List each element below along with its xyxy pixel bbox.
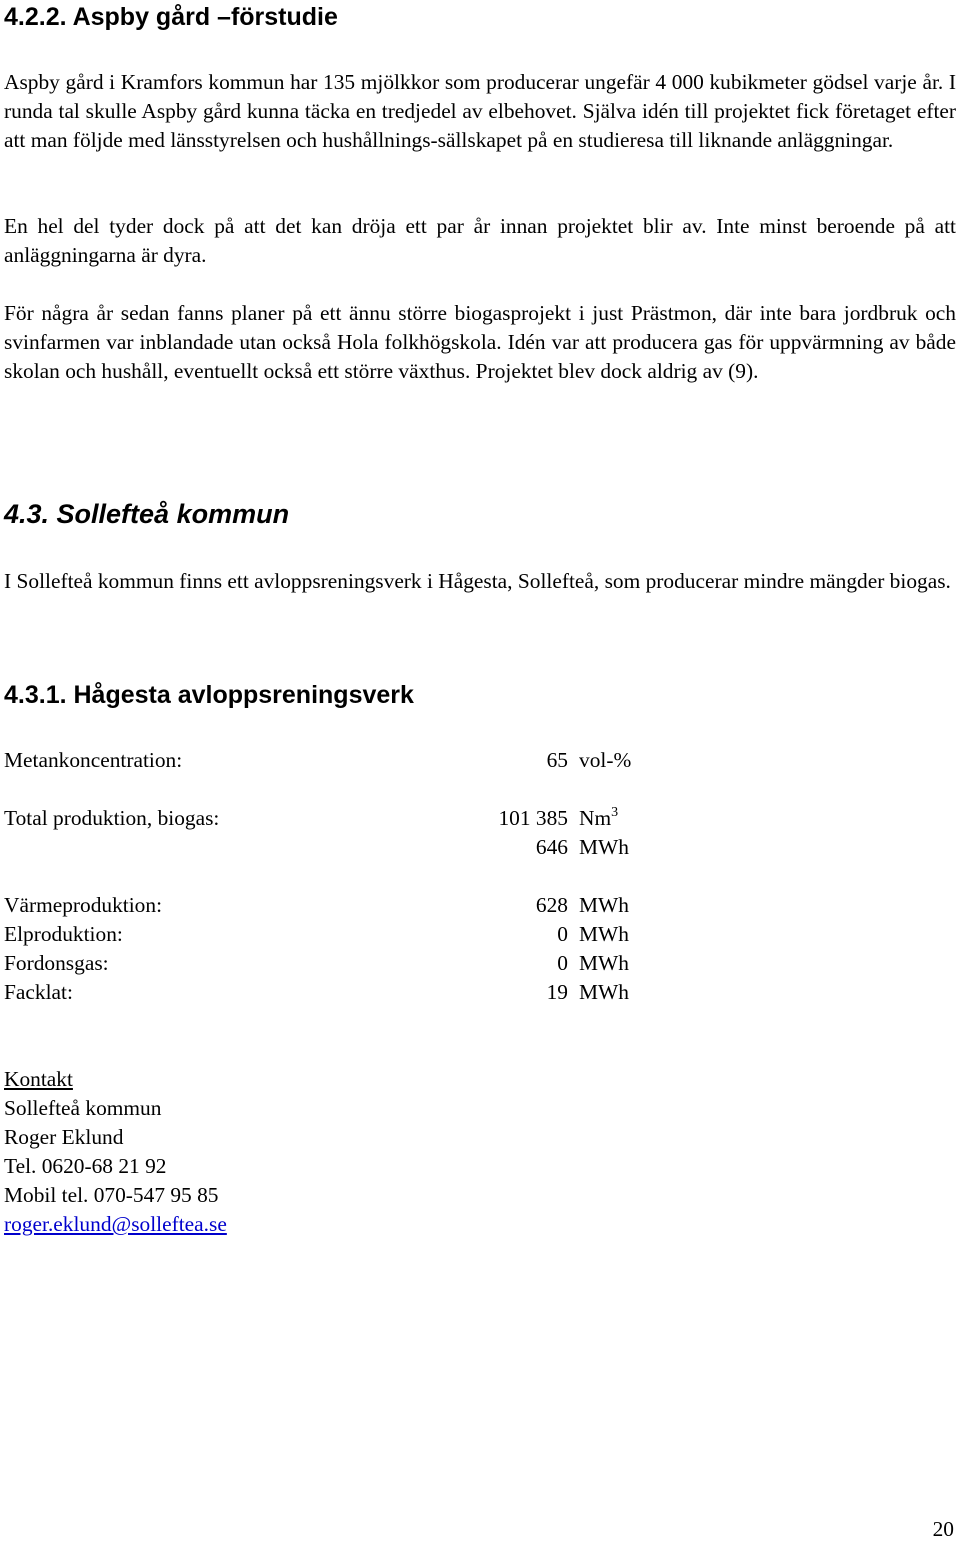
table-row-label: Elproduktion: bbox=[4, 922, 123, 946]
table-row-label: Metankoncentration: bbox=[4, 748, 183, 772]
table-row-value: 65 bbox=[546, 748, 568, 772]
paragraph-solleftea: I Sollefteå kommun finns ett avloppsreningsverk i Hågesta, Sollefteå, som producerar mindre mängder biogas. bbox=[4, 569, 951, 593]
contact-title: Kontakt bbox=[4, 1067, 73, 1091]
contact-email-link[interactable]: roger.eklund@solleftea.se bbox=[4, 1212, 227, 1236]
section-heading-4-2-2: 4.2.2. Aspby gård –förstudie bbox=[4, 3, 338, 31]
table-row-unit: MWh bbox=[579, 893, 629, 917]
paragraph-aspby-intro: Aspby gård i Kramfors kommun har 135 mjölkkor som producerar ungefär 4 000 kubikmeter gödsel varje år. I runda tal skulle Aspby gård kunna täcka en tredjedel av elbehovet. Själva idén till projektet fick företaget efter att man följde med länsstyrelsen och hushållnings-sällskapet på en studieresa till liknande anläggningar. bbox=[4, 70, 956, 152]
table-row-unit: MWh bbox=[579, 835, 629, 859]
unit-superscript: 3 bbox=[611, 805, 619, 820]
section-heading-4-3: 4.3. Sollefteå kommun bbox=[4, 499, 290, 529]
contact-organization: Sollefteå kommun bbox=[4, 1096, 162, 1120]
table-row-unit: MWh bbox=[579, 980, 629, 1004]
table-row-label: Fordonsgas: bbox=[4, 951, 109, 975]
unit-base: Nm bbox=[579, 806, 612, 830]
table-row-value: 0 bbox=[557, 922, 568, 946]
contact-name: Roger Eklund bbox=[4, 1125, 124, 1149]
table-row-unit: MWh bbox=[579, 951, 629, 975]
table-row-value: 0 bbox=[557, 951, 568, 975]
table-row-value: 101 385 bbox=[498, 806, 568, 830]
contact-mobile: Mobil tel. 070-547 95 85 bbox=[4, 1183, 219, 1207]
table-row-value: 628 bbox=[535, 893, 568, 917]
page-number: 20 bbox=[932, 1517, 954, 1541]
table-row-unit: MWh bbox=[579, 922, 629, 946]
table-row-unit bbox=[579, 804, 618, 833]
contact-phone: Tel. 0620-68 21 92 bbox=[4, 1154, 167, 1178]
table-row-unit: vol-% bbox=[579, 748, 632, 772]
section-heading-4-3-1: 4.3.1. Hågesta avloppsreningsverk bbox=[4, 681, 414, 709]
table-row-label: Facklat: bbox=[4, 980, 73, 1004]
paragraph-prastmon: För några år sedan fanns planer på ett ännu större biogasprojekt i just Prästmon, där inte bara jordbruk och svinfarmen var inblandade utan också Hola folkhögskola. Idén var att producera gas för uppvärmning av både skolan och hushåll, eventuellt också ett större växthus. Projektet blev dock aldrig av (9). bbox=[4, 301, 956, 383]
table-row-label: Total produktion, biogas: bbox=[4, 806, 220, 830]
table-row-label: Värmeproduktion: bbox=[4, 893, 163, 917]
paragraph-aspby-delay: En hel del tyder dock på att det kan dröja ett par år innan projektet blir av. Inte minst beroende på att anläggningarna är dyra. bbox=[4, 214, 956, 267]
table-row-value: 646 bbox=[535, 835, 568, 859]
table-row-value: 19 bbox=[546, 980, 568, 1004]
